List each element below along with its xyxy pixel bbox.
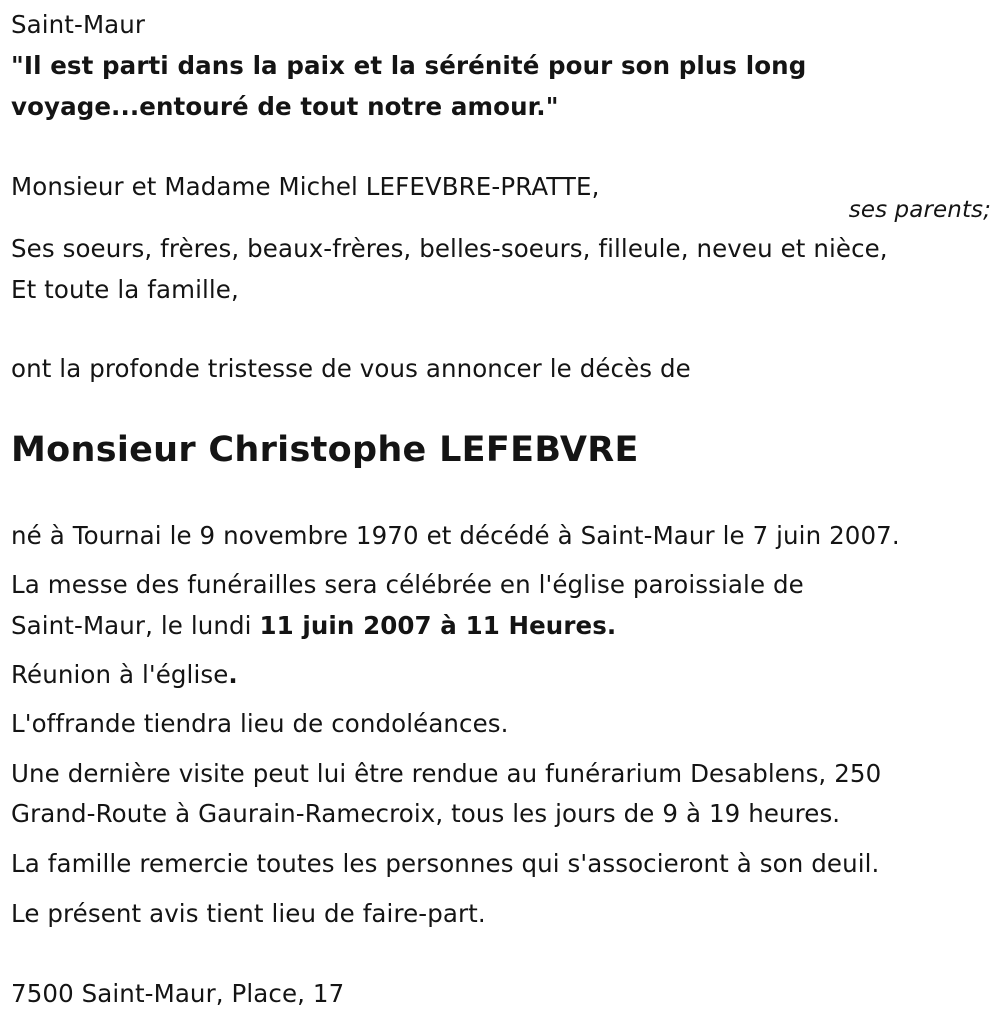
meeting-text: Réunion à l'église [11,660,229,689]
place-heading: Saint-Maur [11,10,146,39]
visit-line-1: Une dernière visite peut lui être rendue au funérarium Desablens, 250 [11,759,882,788]
meeting-line [11,660,238,689]
notice-line: Le présent avis tient lieu de faire-part. [11,899,486,928]
thanks-line: La famille remercie toutes les personnes qui s'associeront à son deuil. [11,849,880,878]
deceased-name: Monsieur Christophe LEFEBVRE [11,430,639,470]
visit-line-2: Grand-Route à Gaurain-Ramecroix, tous les jours de 9 à 19 heures. [11,799,841,828]
meeting-period: . [228,660,238,689]
mass-date-time: 11 juin 2007 à 11 Heures. [259,611,617,640]
family-line: Et toute la famille, [11,275,239,304]
parents-line: Monsieur et Madame Michel LEFEVBRE-PRATTE, [11,172,600,201]
mass-line-2-prefix: Saint-Maur, le lundi [11,611,260,640]
parents-role: ses parents; [848,197,991,223]
birth-death-line: né à Tournai le 9 novembre 1970 et décédé à Saint-Maur le 7 juin 2007. [11,521,900,550]
quote-line-1: "Il est parti dans la paix et la sérénité pour son plus long [11,51,807,80]
address-line: 7500 Saint-Maur, Place, 17 [11,979,345,1008]
announcement-line: ont la profonde tristesse de vous annoncer le décès de [11,354,691,383]
offering-line: L'offrande tiendra lieu de condoléances. [11,709,509,738]
mass-line-2 [11,611,617,640]
mass-line-1: La messe des funérailles sera célébrée en l'église paroissiale de [11,570,804,599]
siblings-line: Ses soeurs, frères, beaux-frères, belles-soeurs, filleule, neveu et nièce, [11,234,888,263]
quote-line-2: voyage...entouré de tout notre amour." [11,92,559,121]
